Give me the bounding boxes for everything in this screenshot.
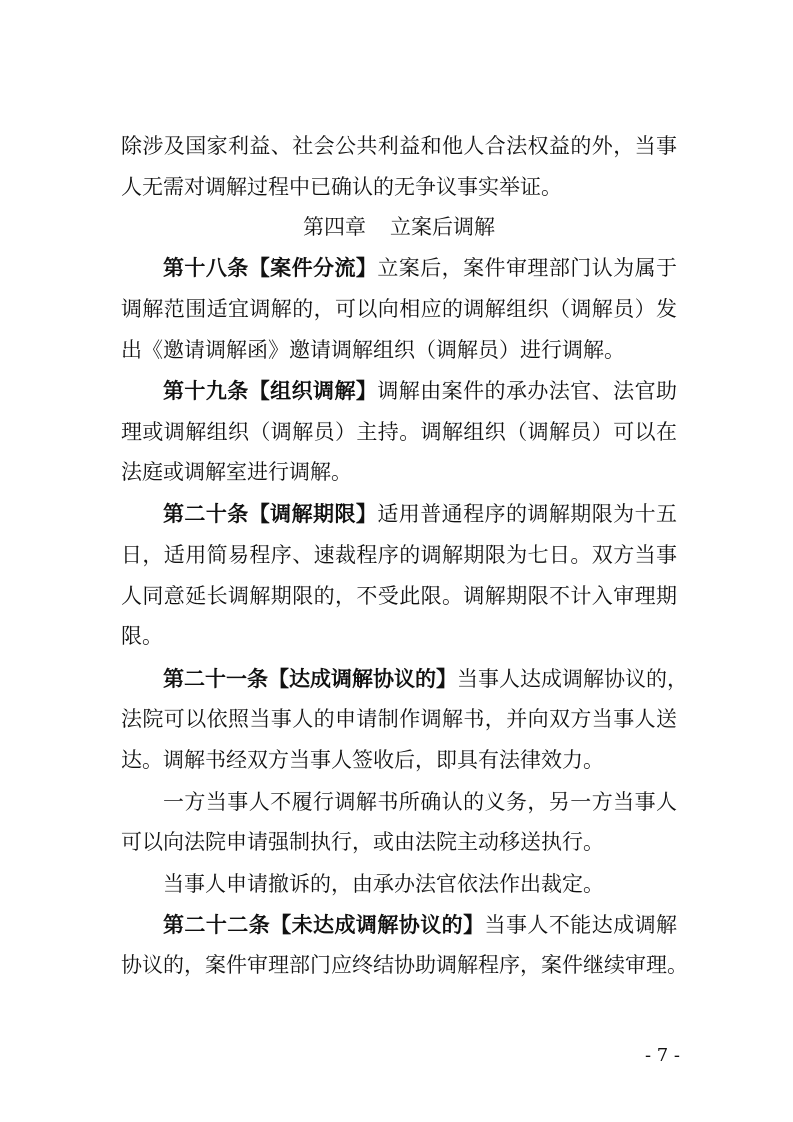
article-20-line-3: 人同意延长调解期限的，不受此限。调解期限不计入审理期 (121, 584, 677, 608)
article-21-para-2-line-1: 一方当事人不履行调解书所确认的义务，另一方当事人 (163, 790, 677, 814)
article-20-line-2: 日，适用简易程序、速裁程序的调解期限为七日。双方当事 (121, 543, 677, 567)
intro-line-1: 除涉及国家利益、社会公共利益和他人合法权益的外，当事 (121, 134, 677, 158)
article-19-line-2: 理或调解组织（调解员）主持。调解组织（调解员）可以在 (121, 420, 677, 444)
article-21-line-2: 法院可以依照当事人的申请制作调解书，并向双方当事人送 (121, 707, 677, 731)
article-21-text: 当事人达成调解协议的， (457, 667, 688, 691)
article-19-label: 第十九条【组织调解】 (163, 378, 378, 403)
article-18-line-1 (163, 253, 677, 283)
chapter-number: 第四章 (303, 215, 366, 239)
article-21-para-3-line-1: 当事人申请撤诉的，由承办法官依法作出裁定。 (163, 872, 604, 896)
article-19-text: 调解由案件的承办法官、法官助 (377, 379, 678, 403)
article-18-line-3: 出《邀请调解函》邀请调解组织（调解员）进行调解。 (121, 338, 625, 362)
article-19-line-3: 法庭或调解室进行调解。 (121, 460, 352, 484)
article-22-line-1 (163, 910, 677, 940)
article-19-line-1 (163, 376, 677, 406)
article-22-line-2: 协议的，案件审理部门应终结协助调解程序，案件继续审理。 (121, 953, 688, 977)
article-21-label: 第二十一条【达成调解协议的】 (163, 666, 457, 691)
intro-line-2: 人无需对调解过程中已确认的无争议事实举证。 (121, 175, 562, 199)
article-21-line-1 (163, 664, 688, 694)
article-22-text: 当事人不能达成调解 (484, 913, 678, 937)
article-20-line-4: 限。 (121, 624, 163, 648)
article-20-text: 适用普通程序的调解期限为十五 (377, 502, 678, 526)
article-20-label: 第二十条【调解期限】 (163, 501, 378, 526)
article-22-label: 第二十二条【未达成调解协议的】 (163, 912, 485, 937)
article-18-text: 立案后，案件审理部门认为属于 (377, 256, 678, 280)
page-number: - 7 - (644, 1045, 680, 1066)
article-21-line-3: 达。调解书经双方当事人签收后，即具有法律效力。 (121, 748, 604, 772)
article-20-line-1 (163, 499, 677, 529)
article-21-para-2-line-2: 可以向法院申请强制执行，或由法院主动移送执行。 (121, 830, 604, 854)
article-18-line-2: 调解范围适宜调解的，可以向相应的调解组织（调解员）发 (121, 297, 677, 321)
chapter-title: 立案后调解 (390, 215, 495, 239)
article-18-label: 第十八条【案件分流】 (163, 255, 378, 280)
chapter-heading (121, 212, 677, 242)
